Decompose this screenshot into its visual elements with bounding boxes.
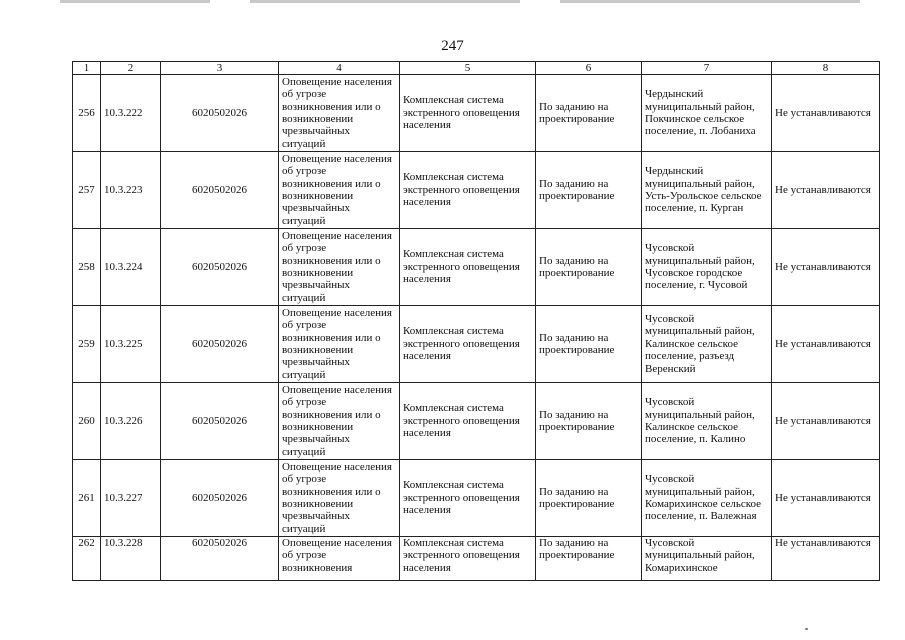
object-parameters: По заданию на проектирование [536,537,642,581]
scan-edge-mark [250,0,520,3]
column-header: 3 [161,62,279,75]
restriction-zone: Не устанавливаются [772,152,880,229]
column-header: 5 [400,62,536,75]
classifier-code: 6020502026 [161,537,279,581]
object-code: 10.3.225 [101,306,161,383]
object-code: 10.3.228 [101,537,161,581]
row-number: 256 [73,75,101,152]
restriction-zone: Не устанавливаются [772,229,880,306]
object-parameters: По заданию на проектирование [536,75,642,152]
column-header: 1 [73,62,101,75]
classifier-code: 6020502026 [161,383,279,460]
object-code: 10.3.224 [101,229,161,306]
column-header: 7 [642,62,772,75]
column-header: 4 [279,62,400,75]
object-location: Чусовской муниципальный район, Чусовское городское поселение, г. Чусовой [642,229,772,306]
restriction-zone: Не устанавливаются [772,460,880,537]
scan-edge-mark [560,0,860,3]
column-header: 6 [536,62,642,75]
restriction-zone: Не устанавливаются [772,306,880,383]
object-parameters: По заданию на проектирование [536,306,642,383]
object-parameters: По заданию на проектирование [536,460,642,537]
classifier-code: 6020502026 [161,75,279,152]
row-number: 258 [73,229,101,306]
classifier-code: 6020502026 [161,152,279,229]
object-type: Комплексная система экстренного оповещения населения [400,306,536,383]
classifier-code: 6020502026 [161,229,279,306]
object-type: Комплексная система экстренного оповещения населения [400,229,536,306]
object-parameters: По заданию на проектирование [536,152,642,229]
object-location: Чусовской муниципальный район, Комарихинское сельское поселение, п. Валежная [642,460,772,537]
object-location: Чердынский муниципальный район, Усть-Урольское сельское поселение, п. Курган [642,152,772,229]
object-type: Комплексная система экстренного оповещения населения [400,537,536,581]
table-row [73,229,880,306]
page-number: 247 [441,38,464,54]
classifier-code: 6020502026 [161,460,279,537]
object-purpose: Оповещение населения об угрозе возникновения или о возникновении чрезвычайных ситуаций [279,75,400,152]
object-location: Чусовской муниципальный район, Комарихинское [642,537,772,581]
table-row [73,537,880,581]
object-purpose: Оповещение населения об угрозе возникновения или о возникновении чрезвычайных ситуаций [279,460,400,537]
object-location: Чердынский муниципальный район, Покчинское сельское поселение, п. Лобаниха [642,75,772,152]
row-number: 257 [73,152,101,229]
object-type: Комплексная система экстренного оповещения населения [400,75,536,152]
object-type: Комплексная система экстренного оповещения населения [400,383,536,460]
classifier-code: 6020502026 [161,306,279,383]
column-number-row [73,62,880,75]
restriction-zone: Не устанавливаются [772,383,880,460]
table-row [73,460,880,537]
object-code: 10.3.223 [101,152,161,229]
object-location: Чусовской муниципальный район, Калинское сельское поселение, п. Калино [642,383,772,460]
object-code: 10.3.226 [101,383,161,460]
scan-edge-mark [60,0,210,3]
object-location: Чусовской муниципальный район, Калинское сельское поселение, разъезд Веренский [642,306,772,383]
object-purpose: Оповещение населения об угрозе возникновения или о возникновении чрезвычайных ситуаций [279,306,400,383]
table-row [73,383,880,460]
column-header: 8 [772,62,880,75]
object-type: Комплексная система экстренного оповещения населения [400,460,536,537]
object-purpose: Оповещение населения об угрозе возникновения или о возникновении чрезвычайных ситуаций [279,152,400,229]
object-type: Комплексная система экстренного оповещения населения [400,152,536,229]
row-number: 261 [73,460,101,537]
scan-speck [805,628,808,630]
object-parameters: По заданию на проектирование [536,383,642,460]
object-parameters: По заданию на проектирование [536,229,642,306]
row-number: 259 [73,306,101,383]
table-row [73,306,880,383]
row-number: 260 [73,383,101,460]
restriction-zone: Не устанавливаются [772,537,880,581]
row-number: 262 [73,537,101,581]
restriction-zone: Не устанавливаются [772,75,880,152]
object-purpose: Оповещение населения об угрозе возникновения или о возникновении чрезвычайных ситуаций [279,383,400,460]
object-code: 10.3.222 [101,75,161,152]
objects-table [72,61,880,581]
object-purpose: Оповещение населения об угрозе возникновения или о возникновении чрезвычайных ситуаций [279,229,400,306]
object-code: 10.3.227 [101,460,161,537]
object-purpose: Оповещение населения об угрозе возникновения [279,537,400,581]
table-row [73,75,880,152]
table-row [73,152,880,229]
column-header: 2 [101,62,161,75]
